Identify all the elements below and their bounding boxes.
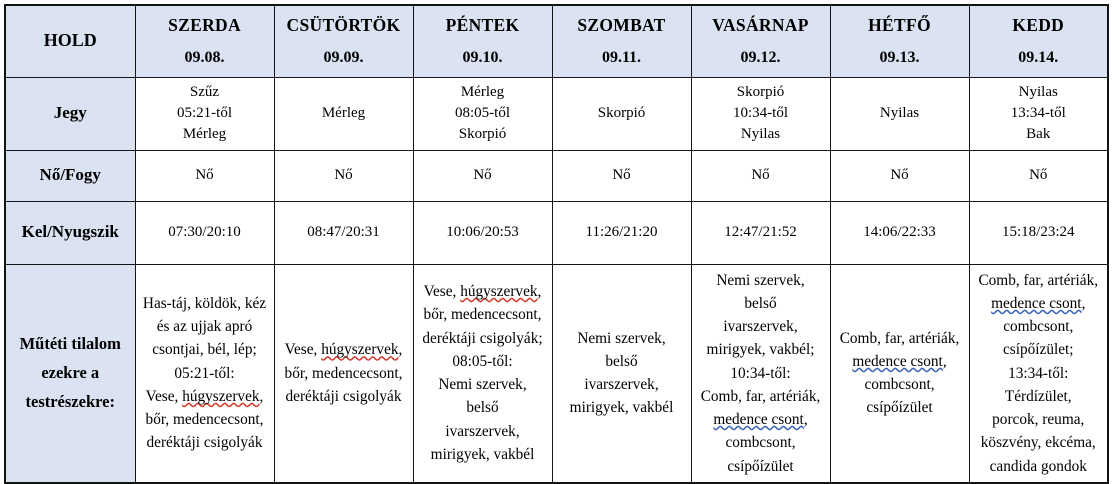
column-header-day-date: 09.12. [740, 48, 781, 66]
cell-line: combcsont, [1003, 318, 1074, 335]
row-muteti-tilalom-cell-6 [830, 264, 969, 483]
spellcheck-underline: húgyszervek [321, 341, 399, 359]
cell-line: Nő [612, 166, 631, 183]
cell-line: Nő [195, 166, 214, 183]
cell-line: Mérleg [182, 126, 227, 143]
column-header-day-7 [969, 5, 1108, 77]
cell-line: Bak [1026, 126, 1051, 143]
cell-line: Skorpió [597, 104, 646, 121]
cell-line: bőr, medencecsont, [423, 306, 542, 324]
cell-line: Szűz [189, 83, 220, 100]
cell-line: Nyilas [1018, 83, 1058, 100]
cell-line: 05:21-től: [174, 364, 235, 382]
cell-line: Nyilas [879, 104, 920, 121]
cell-line: 11:26/21:20 [585, 223, 658, 240]
row-kel-nyugszik-cell-4 [552, 201, 691, 264]
column-header-day-3 [413, 5, 552, 77]
moon-calendar-container [4, 4, 1109, 475]
row-kel-nyugszik-cell-3 [413, 201, 552, 264]
row-no-fogy-cell-5 [691, 150, 830, 201]
cell-line: deréktáji csigolyák [285, 387, 402, 405]
row-no-fogy-label: Nő/Fogy [5, 150, 135, 201]
row-muteti-tilalom-cell-2 [274, 264, 413, 483]
cell-line: 10:34-től: [730, 364, 791, 382]
cell-line: 07:30/20:10 [168, 223, 241, 240]
cell-line: Comb, far, artériák, [700, 387, 821, 405]
column-header-day-date: 09.11. [601, 48, 642, 66]
row-no-fogy [5, 150, 1108, 201]
column-header-day-6 [830, 5, 969, 77]
cell-line: medence csont, [991, 294, 1086, 312]
cell-line: Skorpió [458, 126, 507, 143]
row-kel-nyugszik-cell-2 [274, 201, 413, 264]
row-no-fogy-cell-4 [552, 150, 691, 201]
cell-line: csípőízület; [1002, 341, 1074, 359]
cell-line: 15:18/23:24 [1001, 223, 1075, 240]
column-header-day-date: 09.10. [462, 48, 503, 66]
cell-line: combcsont, [725, 434, 796, 452]
cell-line: Mérleg [460, 83, 505, 100]
cell-line: Nyilas [740, 126, 781, 143]
spellcheck-underline: húgyszervek [460, 283, 538, 301]
cell-line: Nő [334, 166, 353, 183]
column-header-day-date: 09.09. [323, 48, 364, 66]
row-jegy-cell-6 [830, 77, 969, 150]
moon-calendar-table [4, 4, 1109, 484]
row-muteti-tilalom-cell-4 [552, 264, 691, 483]
cell-line: deréktáji csigolyák [146, 434, 263, 452]
row-no-fogy-cell-3 [413, 150, 552, 201]
cell-line: köszvény, ekcéma, [980, 434, 1096, 452]
cell-line: és az ujjak apró [156, 318, 253, 335]
cell-line: bőr, medencecsont, [145, 411, 264, 428]
cell-line: bőr, medencecsont, [284, 364, 403, 382]
row-kel-nyugszik-cell-1 [135, 201, 274, 264]
cell-line: Mérleg [321, 104, 366, 121]
column-header-day-date: 09.14. [1018, 48, 1059, 66]
cell-line: medence csont, [713, 411, 808, 428]
column-header-day-name: HÉTFŐ [868, 14, 931, 35]
row-no-fogy-cell-7 [969, 150, 1108, 201]
row-muteti-tilalom-cell-7 [969, 264, 1108, 483]
row-jegy-label: Jegy [5, 77, 135, 150]
column-header-day-name: PÉNTEK [445, 14, 520, 35]
cell-line: Has-táj, köldök, kéz [142, 294, 267, 312]
cell-line: ivarszervek, [445, 422, 520, 440]
cell-line: mirigyek, vakbél [430, 445, 535, 463]
cell-line: 08:05-től: [452, 352, 513, 370]
row-muteti-tilalom [5, 264, 1108, 483]
cell-line: Comb, far, artériák, [978, 271, 1099, 289]
row-kel-nyugszik-cell-7 [969, 201, 1108, 264]
cell-line: Vese, húgyszervek, [145, 387, 264, 405]
column-header-day-name: CSÜTÖRTÖK [286, 14, 401, 35]
cell-line: 13:34-től: [1008, 364, 1069, 382]
column-header-day-name: SZERDA [168, 14, 241, 35]
column-header-day-name: SZOMBAT [577, 14, 666, 35]
row-no-fogy-cell-6 [830, 150, 969, 201]
cell-line: Nemi szervek, belső [438, 376, 527, 417]
cell-line: Térdízület, [1004, 387, 1072, 405]
column-header-day-2 [274, 5, 413, 77]
row-muteti-tilalom-cell-5 [691, 264, 830, 483]
row-muteti-tilalom-label [5, 264, 135, 483]
cell-line: mirigyek, vakbél [569, 399, 674, 417]
row-label-line: ezekre a [41, 362, 100, 382]
cell-line: csontjai, bél, lép; [152, 341, 257, 359]
table-header-row [5, 5, 1108, 77]
row-no-fogy-cell-2 [274, 150, 413, 201]
column-header-day-1 [135, 5, 274, 77]
cell-line: mirigyek, vakbél; [706, 341, 815, 359]
column-header-day-date: 09.08. [184, 48, 225, 66]
cell-line: medence csont, [852, 352, 947, 370]
cell-line: porcok, reuma, [992, 411, 1085, 428]
cell-line: Nemi szervek, belső [577, 329, 666, 370]
cell-line: csípőízület [866, 399, 933, 417]
row-label-line: Műtéti tilalom [19, 333, 121, 353]
spellcheck-underline: medence csont [991, 294, 1082, 312]
row-no-fogy-cell-1 [135, 150, 274, 201]
cell-line: candida gondok [989, 457, 1087, 475]
table-body [5, 5, 1108, 483]
row-kel-nyugszik-cell-6 [830, 201, 969, 264]
cell-line: 13:34-től [1010, 104, 1066, 121]
row-jegy [5, 77, 1108, 150]
cell-line: 14:06/22:33 [863, 223, 936, 240]
cell-line: Nő [473, 166, 492, 183]
row-jegy-cell-5 [691, 77, 830, 150]
cell-line: Comb, far, artériák, [839, 329, 960, 347]
cell-line: combcsont, [864, 376, 935, 394]
cell-line: Nő [751, 166, 770, 183]
column-header-day-date: 09.13. [879, 48, 920, 66]
row-jegy-cell-7 [969, 77, 1108, 150]
column-header-day-name: VASÁRNAP [712, 14, 809, 35]
spellcheck-underline: medence csont [713, 411, 804, 428]
column-header-day-name: KEDD [1012, 14, 1065, 35]
spellcheck-underline: húgyszervek [182, 387, 260, 405]
row-jegy-cell-4 [552, 77, 691, 150]
table-corner-label: HOLD [5, 5, 135, 77]
cell-line: csípőízület [727, 457, 794, 475]
cell-line: deréktáji csigolyák; [422, 329, 543, 347]
cell-line: 10:06/20:53 [446, 223, 519, 240]
column-header-day-4 [552, 5, 691, 77]
cell-line: ivarszervek, [584, 376, 659, 394]
row-jegy-cell-3 [413, 77, 552, 150]
cell-line: 05:21-től [177, 104, 232, 121]
cell-line: 12:47/21:52 [724, 223, 797, 240]
cell-line: Nő [1029, 166, 1048, 183]
cell-line: 08:05-től [455, 104, 510, 121]
cell-line: Nő [890, 166, 909, 183]
row-label-line: testrészekre: [25, 391, 115, 411]
cell-line: Vese, húgyszervek, [423, 283, 542, 301]
spellcheck-underline: medence csont [852, 352, 943, 370]
cell-line: Nemi szervek, belső [716, 271, 805, 312]
cell-line: Vese, húgyszervek, [284, 341, 403, 359]
row-kel-nyugszik-label: Kel/Nyugszik [5, 201, 135, 264]
row-kel-nyugszik [5, 201, 1108, 264]
row-kel-nyugszik-cell-5 [691, 201, 830, 264]
row-muteti-tilalom-cell-1 [135, 264, 274, 483]
row-muteti-tilalom-cell-3 [413, 264, 552, 483]
column-header-day-5 [691, 5, 830, 77]
cell-line: Skorpió [736, 83, 785, 100]
cell-line: 10:34-től [733, 104, 788, 121]
row-jegy-cell-1 [135, 77, 274, 150]
cell-line: ivarszervek, [723, 318, 798, 335]
cell-line: 08:47/20:31 [307, 223, 380, 240]
row-jegy-cell-2 [274, 77, 413, 150]
